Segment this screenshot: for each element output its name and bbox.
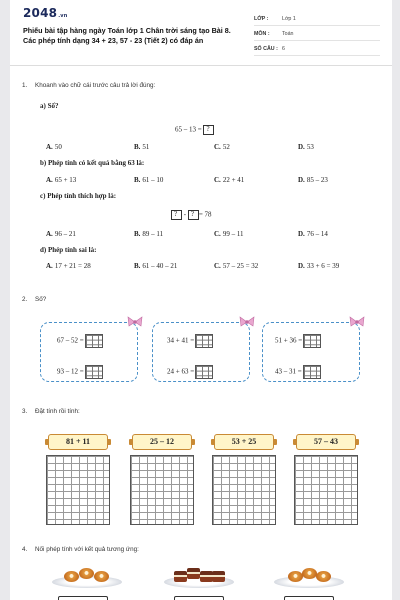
q1b-option-d[interactable] xyxy=(298,176,328,184)
equation-text: 67 – 52 = xyxy=(57,336,84,345)
meta-key: LỚP : xyxy=(254,16,269,22)
match-box[interactable] xyxy=(58,596,108,600)
calculation-label: 25 – 12 xyxy=(132,434,192,450)
question-1-heading xyxy=(22,82,382,92)
meta-question-count xyxy=(254,43,380,56)
option-letter: D. xyxy=(298,230,305,238)
donut xyxy=(302,568,317,579)
meta-value: Lớp 1 xyxy=(282,16,296,22)
answer-grid[interactable] xyxy=(85,365,103,379)
question-4-heading xyxy=(22,546,382,556)
option-letter: B. xyxy=(134,143,141,151)
expression-text: 65 – 13 = xyxy=(175,125,202,134)
option-letter: C. xyxy=(214,143,221,151)
equation xyxy=(275,334,321,348)
equation xyxy=(275,365,321,379)
answer-grid[interactable] xyxy=(85,334,103,348)
q1c-expression: ? - ?= 78 xyxy=(171,210,212,220)
option-letter: A. xyxy=(46,262,53,270)
equation-text: 43 – 31 = xyxy=(275,367,302,376)
match-box[interactable] xyxy=(174,596,224,600)
expression-text: = 78 xyxy=(198,210,212,219)
q1d-option-b[interactable] xyxy=(134,262,177,270)
part-label: b) Phép tính có kết quả bằng 63 là: xyxy=(40,159,145,167)
option-text: 61 – 10 xyxy=(142,176,164,184)
answer-grid[interactable] xyxy=(303,334,321,348)
match-box[interactable] xyxy=(284,596,334,600)
option-letter: A. xyxy=(46,143,53,151)
answer-blank[interactable] xyxy=(171,210,182,220)
donut xyxy=(79,568,94,579)
donut-plate-image xyxy=(52,566,122,588)
meta-grade xyxy=(254,13,380,26)
question-number: 2. xyxy=(22,296,28,303)
q1c-option-a[interactable] xyxy=(46,230,76,238)
q1c-option-b[interactable] xyxy=(134,230,163,238)
q1a-option-b[interactable] xyxy=(134,143,149,151)
calculation-label: 53 + 25 xyxy=(214,434,274,450)
donut xyxy=(288,571,303,582)
question-3-heading xyxy=(22,408,382,418)
worksheet xyxy=(10,0,392,600)
equation-text: 24 + 63 = xyxy=(167,367,195,376)
question-2-heading xyxy=(22,296,382,306)
logo-suffix: .vn xyxy=(58,13,68,19)
question-number: 1. xyxy=(22,82,28,89)
equation-text: 34 + 41 = xyxy=(167,336,195,345)
q1a-option-c[interactable] xyxy=(214,143,230,151)
option-text: 22 + 41 xyxy=(222,176,245,184)
meta-key: MÔN : xyxy=(254,31,270,37)
question-prompt: Nối phép tính với kết quả tương ứng: xyxy=(35,546,139,553)
equation-text: 93 – 12 = xyxy=(57,367,84,376)
option-letter: C. xyxy=(214,262,221,270)
option-text: 50 xyxy=(54,143,62,151)
option-text: 61 – 40 – 21 xyxy=(142,262,178,270)
calculation-label: 57 – 43 xyxy=(296,434,356,450)
meta-value: 6 xyxy=(282,46,285,52)
option-letter: D. xyxy=(298,176,305,184)
column-calculation xyxy=(212,434,276,526)
calculation-grid[interactable] xyxy=(212,455,276,525)
bow-icon xyxy=(127,315,143,329)
cake-plate-image xyxy=(164,566,234,588)
cake-slice xyxy=(212,571,225,582)
donut xyxy=(64,571,79,582)
q1a-expression xyxy=(175,125,214,135)
q1b-option-a[interactable] xyxy=(46,176,76,184)
answer-grid[interactable] xyxy=(303,365,321,379)
logo-text: 2048 xyxy=(23,6,58,20)
q1a-label xyxy=(40,102,58,110)
option-text: 65 + 13 xyxy=(54,176,77,184)
exercise-card xyxy=(152,322,250,382)
option-text: 17 + 21 = 28 xyxy=(54,262,91,270)
calculation-grid[interactable] xyxy=(294,455,358,525)
donut xyxy=(94,571,109,582)
option-letter: B. xyxy=(134,262,141,270)
question-prompt: Đặt tính rồi tính: xyxy=(35,408,80,415)
calculation-grid[interactable] xyxy=(46,455,110,525)
option-letter: B. xyxy=(134,230,141,238)
option-letter: B. xyxy=(134,176,141,184)
question-prompt: Khoanh vào chữ cái trước câu trả lời đúng: xyxy=(35,82,156,89)
question-prompt: Số? xyxy=(35,296,47,303)
cake-slice xyxy=(174,571,187,582)
q1d-label xyxy=(40,246,96,254)
part-label: a) Số? xyxy=(40,102,59,110)
q1a-option-a[interactable] xyxy=(46,143,62,151)
question-number: 4. xyxy=(22,546,28,553)
q1c-option-c[interactable] xyxy=(214,230,244,238)
exercise-card xyxy=(40,322,138,382)
q1c-label xyxy=(40,192,116,200)
option-text: 51 xyxy=(142,143,150,151)
worksheet-title: Phiếu bài tập hàng ngày Toán lớp 1 Chân trời sáng tạo Bài 8. Các phép tính dạng 34 + 23, 57 - 23 (Tiết 2) có đáp án xyxy=(23,26,231,45)
q1d-option-c[interactable] xyxy=(214,262,258,270)
q1d-option-d[interactable] xyxy=(298,262,339,270)
q1c-option-d[interactable] xyxy=(298,230,328,238)
donut-plate-image xyxy=(274,566,344,588)
cake-slice xyxy=(187,568,200,579)
calculation-label: 81 + 11 xyxy=(48,434,108,450)
option-letter: A. xyxy=(46,176,53,184)
equation xyxy=(167,334,213,348)
option-letter: D. xyxy=(298,262,305,270)
answer-grid[interactable] xyxy=(195,365,213,379)
option-letter: D. xyxy=(298,143,305,151)
option-letter: C. xyxy=(214,176,221,184)
option-text: 99 – 11 xyxy=(222,230,244,238)
meta-key: SỐ CÂU : xyxy=(254,46,278,52)
question-number: 3. xyxy=(22,408,28,415)
q1b-option-b[interactable] xyxy=(134,176,163,184)
part-label: c) Phép tính thích hợp là: xyxy=(40,192,117,200)
column-calculation xyxy=(130,434,194,526)
answer-blank[interactable] xyxy=(203,125,214,135)
option-text: 85 – 23 xyxy=(306,176,328,184)
equation xyxy=(57,334,103,348)
equation xyxy=(167,365,213,379)
option-text: 89 – 11 xyxy=(142,230,164,238)
option-text: 96 – 21 xyxy=(54,230,76,238)
answer-blank[interactable] xyxy=(188,210,199,220)
equation-text: 51 + 36 = xyxy=(275,336,303,345)
meta-subject xyxy=(254,28,380,41)
bow-icon xyxy=(349,315,365,329)
q1b-option-c[interactable] xyxy=(214,176,244,184)
option-text: 52 xyxy=(222,143,230,151)
option-text: 53 xyxy=(306,143,314,151)
part-label: d) Phép tính sai là: xyxy=(40,246,97,254)
site-logo[interactable] xyxy=(23,6,68,20)
column-calculation xyxy=(46,434,110,526)
meta-value: Toán xyxy=(282,31,294,37)
answer-grid[interactable] xyxy=(195,334,213,348)
q1b-label xyxy=(40,159,144,167)
q1a-option-d[interactable] xyxy=(298,143,314,151)
calculation-grid[interactable] xyxy=(130,455,194,525)
bow-icon xyxy=(239,315,255,329)
q1d-option-a[interactable] xyxy=(46,262,91,270)
option-letter: C. xyxy=(214,230,221,238)
option-letter: A. xyxy=(46,230,53,238)
option-text: 76 – 14 xyxy=(306,230,328,238)
option-text: 33 + 6 = 39 xyxy=(306,262,340,270)
column-calculation xyxy=(294,434,358,526)
equation xyxy=(57,365,103,379)
exercise-card xyxy=(262,322,360,382)
donut xyxy=(316,571,331,582)
option-text: 57 – 25 = 32 xyxy=(222,262,259,270)
worksheet-header xyxy=(10,0,392,66)
